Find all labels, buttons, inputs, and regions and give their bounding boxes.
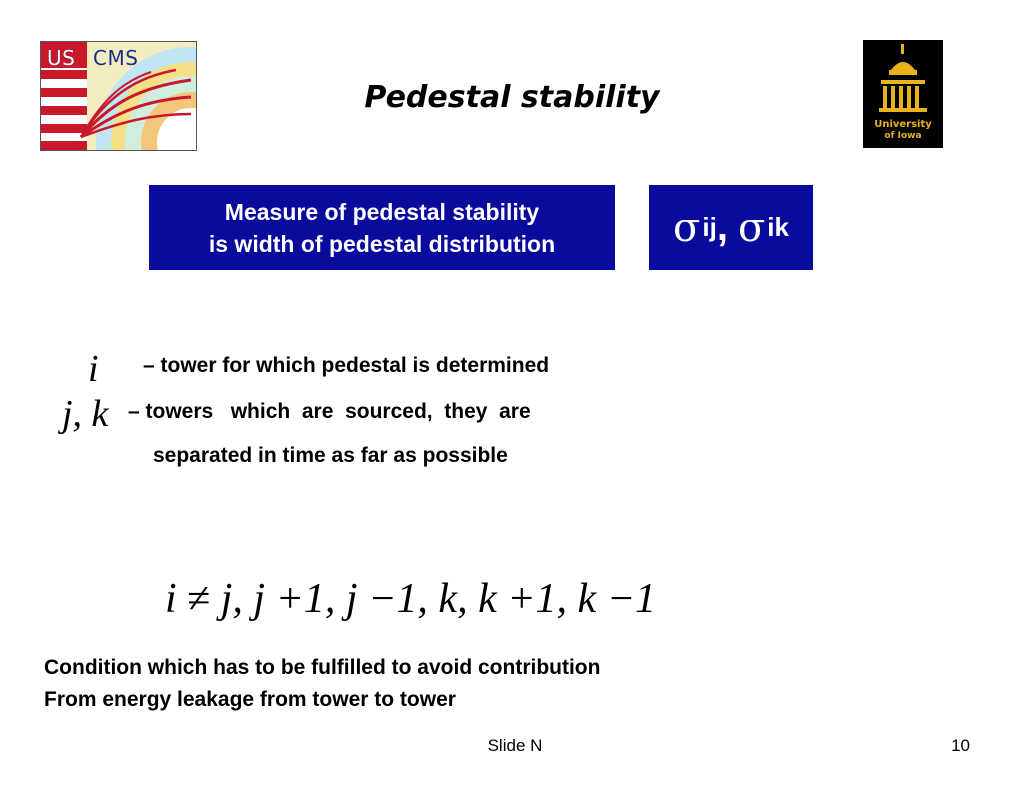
logo-us-text: US [47,46,76,70]
definition-i-text: – tower for which pedestal is determined [143,354,550,377]
variable-jk: j, k [62,393,109,435]
sigma-superscript-ik: ik [767,212,789,242]
condition-equation [165,578,656,620]
sigma-separator: , [716,205,728,249]
iowa-logo-line1: University [874,119,932,130]
iowa-logo [863,40,943,148]
condition-line-2: From energy leakage from tower to tower [44,688,456,711]
measure-callout-box [149,185,615,270]
sigma-symbol-1: σ [673,204,701,251]
slide-title: Pedestal stability [364,80,660,115]
variable-i: i [88,348,99,390]
equation-lhs: i [165,576,177,622]
sigma-superscript-ij: ij [702,212,717,242]
sigma-callout-box [649,185,813,270]
iowa-logo-line2: of Iowa [884,131,922,141]
logo-cms-text: CMS [93,46,139,70]
footer-page-number: 10 [951,736,970,755]
measure-line-2: is width of pedestal distribution [208,230,556,257]
equation-rhs: j, j +1, j −1, k, k +1, k −1 [220,576,657,622]
footer-slide-label: Slide N [487,736,543,755]
sigma-symbol-2: σ [737,204,766,251]
definition-jk-continuation: separated in time as far as possible [153,444,508,467]
definition-jk-text: – towers which are sourced, they are [128,400,531,423]
equation-not-equal: ≠ [176,576,221,622]
condition-line-1: Condition which has to be fulfilled to avoid contribution [44,656,601,679]
measure-line-1: Measure of pedestal stability [224,198,540,225]
